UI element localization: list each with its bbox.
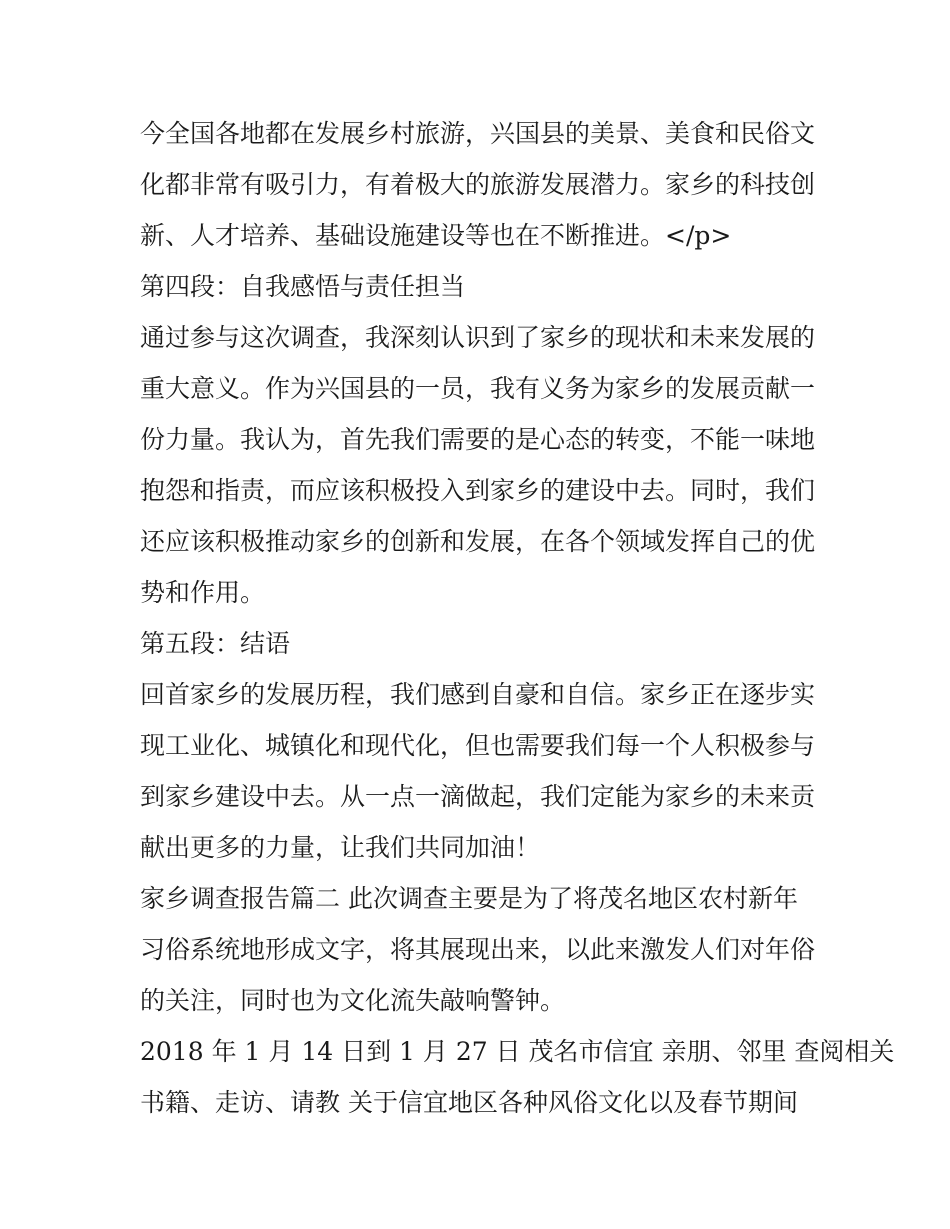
text-line: 家乡调查报告篇二 此次调查主要是为了将茂名地区农村新年: [140, 884, 798, 913]
text-line: 现工业化、城镇化和现代化，但也需要我们每一个人积极参与: [140, 731, 816, 760]
section-heading: 第四段：自我感悟与责任担当: [140, 272, 466, 301]
text-line: 势和作用。: [140, 578, 266, 607]
text-line: 新、人才培养、基础设施建设等也在不断推进。</p>: [140, 221, 732, 250]
text-line: 化都非常有吸引力，有着极大的旅游发展潜力。家乡的科技创: [140, 170, 816, 199]
text-line: 还应该积极推动家乡的创新和发展，在各个领域发挥自己的优: [140, 527, 816, 556]
document-page: [140, 108, 895, 1128]
text-line: 到家乡建设中去。从一点一滴做起，我们定能为家乡的未来贡: [140, 782, 816, 811]
text-line: 2018 年 1 月 14 日到 1 月 27 日 茂名市信宜 亲朋、邻里 查阅相关: [140, 1037, 895, 1066]
text-line: 重大意义。作为兴国县的一员，我有义务为家乡的发展贡献一: [140, 374, 816, 403]
text-line: 今全国各地都在发展乡村旅游，兴国县的美景、美食和民俗文: [140, 119, 816, 148]
text-line: 的关注，同时也为文化流失敲响警钟。: [140, 986, 566, 1015]
text-line: 通过参与这次调查，我深刻认识到了家乡的现状和未来发展的: [140, 323, 816, 352]
text-line: 献出更多的力量，让我们共同加油！: [140, 833, 541, 862]
text-line: 习俗系统地形成文字，将其展现出来，以此来激发人们对年俗: [140, 935, 816, 964]
text-line: 书籍、走访、请教 关于信宜地区各种风俗文化以及春节期间: [140, 1088, 798, 1117]
text-line: 回首家乡的发展历程，我们感到自豪和自信。家乡正在逐步实: [140, 680, 816, 709]
section-heading: 第五段：结语: [140, 629, 291, 658]
text-line: 份力量。我认为，首先我们需要的是心态的转变，不能一味地: [140, 425, 816, 454]
text-line: 抱怨和指责，而应该积极投入到家乡的建设中去。同时，我们: [140, 476, 816, 505]
